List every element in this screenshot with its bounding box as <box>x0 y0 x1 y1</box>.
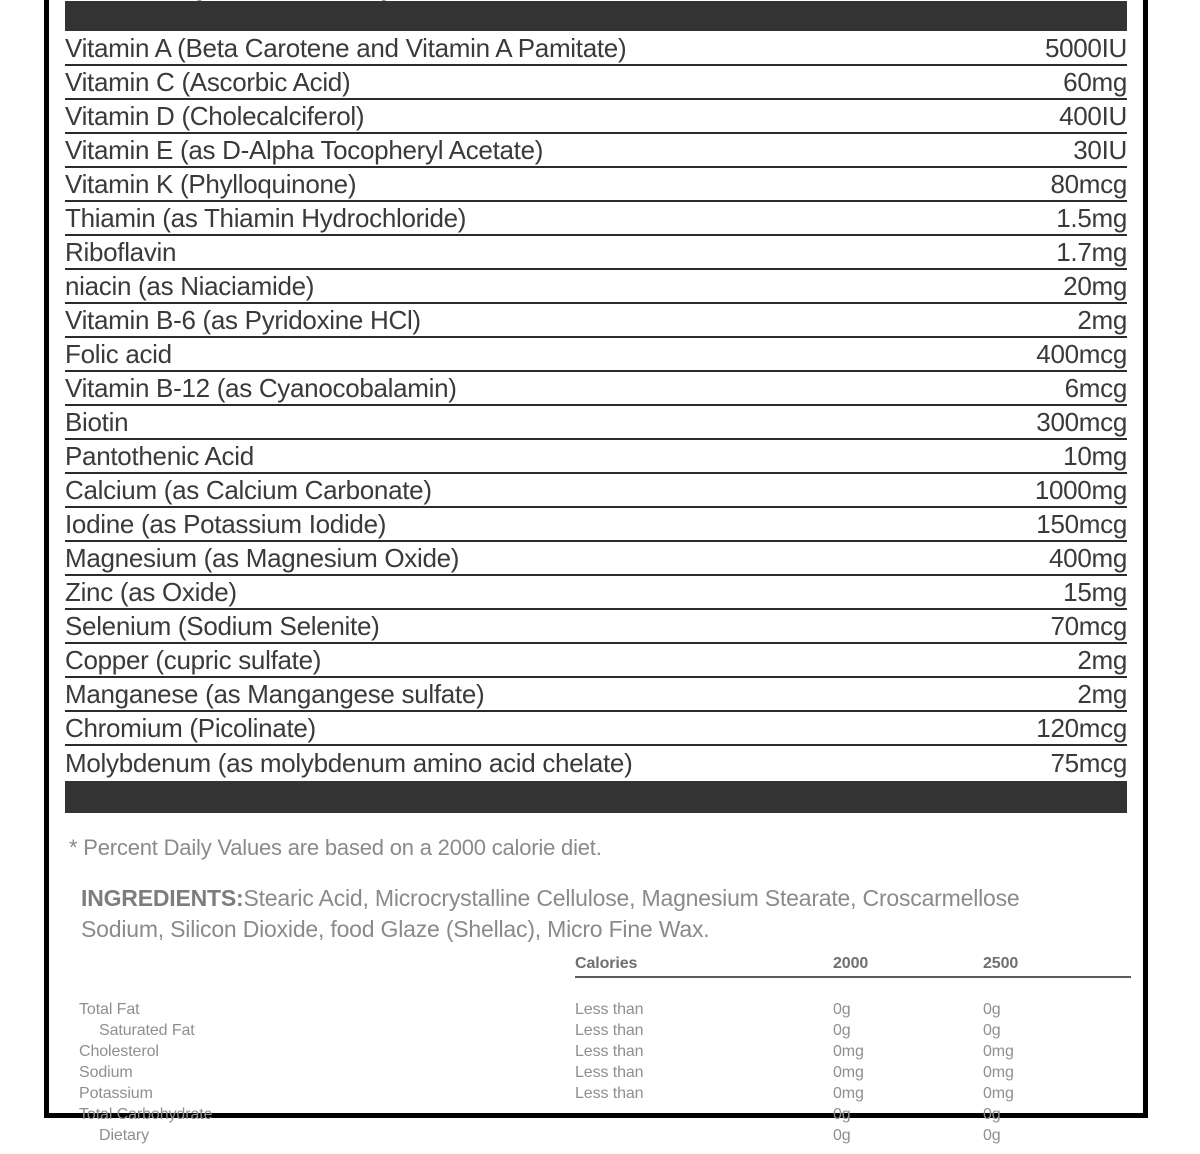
nutrient-amount: 70mcg <box>830 609 1127 643</box>
nutrient-amount: 400mcg <box>830 337 1127 371</box>
nutrient-row <box>65 269 1127 303</box>
nutrient-row <box>65 201 1127 235</box>
dv-header-2000: 2000 <box>833 953 983 977</box>
dv-row-name: Cholesterol <box>79 1043 159 1060</box>
dv-row-name: Total Fat <box>79 1001 140 1018</box>
dv-row-2000: 0g <box>833 1106 851 1123</box>
dv-row-2500: 0mg <box>983 1043 1014 1060</box>
nutrient-name: Vitamin B-6 (as Pyridoxine HCl) <box>65 303 830 337</box>
dv-row-2000: 0g <box>833 1022 851 1039</box>
dv-row-calories: Less than <box>575 1001 644 1018</box>
nutrient-row <box>65 371 1127 405</box>
nutrient-name: Vitamin A (Beta Carotene and Vitamin A Pamitate) <box>65 31 830 65</box>
dv-row-name: Sodium <box>79 1064 133 1081</box>
nutrient-table <box>65 31 1127 779</box>
nutrient-row <box>65 473 1127 507</box>
nutrient-row <box>65 31 1127 65</box>
ingredients-block <box>65 883 1127 945</box>
nutrient-amount: 10mg <box>830 439 1127 473</box>
dv-row-2500: 0g <box>983 1001 1001 1018</box>
nutrient-name: Folic acid <box>65 337 830 371</box>
dv-row-2000: 0g <box>833 1001 851 1018</box>
dv-row-2000: 0mg <box>833 1085 864 1102</box>
dv-row-2000: 0mg <box>833 1043 864 1060</box>
dv-row <box>65 999 1131 1020</box>
nutrient-name: Thiamin (as Thiamin Hydrochloride) <box>65 201 830 235</box>
nutrient-row <box>65 677 1127 711</box>
daily-values-table <box>65 953 1131 1146</box>
dv-row-calories <box>575 1104 833 1125</box>
nutrient-amount: 1000mg <box>830 473 1127 507</box>
nutrient-amount: 400mg <box>830 541 1127 575</box>
nutrient-amount: 80mcg <box>830 167 1127 201</box>
nutrient-name: Calcium (as Calcium Carbonate) <box>65 473 830 507</box>
nutrient-amount: 2mg <box>830 643 1127 677</box>
nutrient-amount: 120mcg <box>830 711 1127 745</box>
ingredients-label: INGREDIENTS: <box>81 885 244 911</box>
dv-row <box>65 1062 1131 1083</box>
dv-row-2500: 0mg <box>983 1085 1014 1102</box>
dv-row-calories: Less than <box>575 1064 644 1081</box>
nutrient-name: Vitamin B-12 (as Cyanocobalamin) <box>65 371 830 405</box>
dv-header-calories: Calories <box>575 953 833 977</box>
nutrient-amount: 20mg <box>830 269 1127 303</box>
nutrient-row <box>65 405 1127 439</box>
nutrient-amount: 1.7mg <box>830 235 1127 269</box>
nutrient-row <box>65 541 1127 575</box>
nutrient-amount: 5000IU <box>830 31 1127 65</box>
nutrient-name: Vitamin C (Ascorbic Acid) <box>65 65 830 99</box>
daily-values-header-row <box>65 953 1131 977</box>
nutrient-row <box>65 439 1127 473</box>
section-divider-bar-bottom <box>65 781 1127 813</box>
dv-row-calories: Less than <box>575 1085 644 1102</box>
ingredients-text: Stearic Acid, Microcrystalline Cellulose, Magnesium Stearate, Croscarmellose Sodium, Silicon Dioxide, food Glaze (Shellac), Micro Fine Wax. <box>81 885 1020 942</box>
nutrient-name: Magnesium (as Magnesium Oxide) <box>65 541 830 575</box>
nutrient-amount: 2mg <box>830 303 1127 337</box>
nutrient-row <box>65 99 1127 133</box>
nutrient-name: Vitamin D (Cholecalciferol) <box>65 99 830 133</box>
nutrient-name: Molybdenum (as molybdenum amino acid chelate) <box>65 748 633 778</box>
nutrient-name: Copper (cupric sulfate) <box>65 643 830 677</box>
nutrient-row <box>65 65 1127 99</box>
nutrient-amount: 150mcg <box>830 507 1127 541</box>
nutrient-amount: 2mg <box>830 677 1127 711</box>
nutrient-name: Chromium (Picolinate) <box>65 711 830 745</box>
nutrition-facts-panel <box>44 0 1148 1144</box>
dv-spacer-row <box>65 977 1131 999</box>
nutrient-row <box>65 167 1127 201</box>
dv-row <box>65 1083 1131 1104</box>
nutrient-amount: 400IU <box>830 99 1127 133</box>
nutrient-name: Manganese (as Mangangese sulfate) <box>65 677 830 711</box>
dv-spacer-cell <box>65 977 1131 999</box>
section-divider-bar-top <box>65 1 1127 31</box>
nutrient-row <box>65 133 1127 167</box>
nutrient-amount: 15mg <box>830 575 1127 609</box>
nutrient-row <box>65 337 1127 371</box>
nutrient-name: Selenium (Sodium Selenite) <box>65 609 830 643</box>
dv-row-2500: 0mg <box>983 1064 1014 1081</box>
dv-row-2500: 0g <box>983 1106 1001 1123</box>
dv-header-name <box>65 953 575 977</box>
dv-row <box>65 1020 1131 1041</box>
dv-row-calories: Less than <box>575 1022 644 1039</box>
dv-row-2500: 0g <box>983 1127 1001 1144</box>
nutrient-amount: 30IU <box>830 133 1127 167</box>
nutrient-row <box>65 507 1127 541</box>
dv-row <box>65 1104 1131 1125</box>
dv-row-2000: 0mg <box>833 1064 864 1081</box>
nutrient-row <box>65 711 1127 745</box>
nutrient-name: niacin (as Niaciamide) <box>65 269 830 303</box>
nutrient-row <box>65 235 1127 269</box>
nutrient-amount: 75mcg <box>1050 748 1127 778</box>
nutrient-row <box>65 745 1127 779</box>
dv-header-2500: 2500 <box>983 953 1131 977</box>
nutrient-name: Vitamin K (Phylloquinone) <box>65 167 830 201</box>
nutrient-name: Pantothenic Acid <box>65 439 830 473</box>
dv-row-2500: 0g <box>983 1022 1001 1039</box>
nutrient-amount: 1.5mg <box>830 201 1127 235</box>
dv-row-calories <box>575 1125 833 1146</box>
nutrient-amount: 6mcg <box>830 371 1127 405</box>
dv-row-calories: Less than <box>575 1043 644 1060</box>
nutrient-name: Riboflavin <box>65 235 830 269</box>
nutrient-amount: 300mcg <box>830 405 1127 439</box>
dv-row-name: Total Carbohydrate <box>79 1106 213 1123</box>
nutrient-amount: 60mg <box>830 65 1127 99</box>
dv-row-2000: 0g <box>833 1127 851 1144</box>
dv-row <box>65 1041 1131 1062</box>
nutrient-name: Vitamin E (as D-Alpha Tocopheryl Acetate) <box>65 133 830 167</box>
nutrient-row <box>65 303 1127 337</box>
dv-row-name: Saturated Fat <box>99 1022 195 1039</box>
dv-row-name: Potassium <box>79 1085 153 1102</box>
nutrient-row <box>65 643 1127 677</box>
dv-row-name: Dietary <box>99 1127 149 1144</box>
dv-row <box>65 1125 1131 1146</box>
nutrient-row <box>65 575 1127 609</box>
nutrient-row <box>65 609 1127 643</box>
daily-value-footnote: * Percent Daily Values are based on a 2000 calorie diet. <box>69 835 602 860</box>
nutrient-name: Iodine (as Potassium Iodide) <box>65 507 830 541</box>
nutrient-name: Zinc (as Oxide) <box>65 575 830 609</box>
nutrient-name: Biotin <box>65 405 830 439</box>
